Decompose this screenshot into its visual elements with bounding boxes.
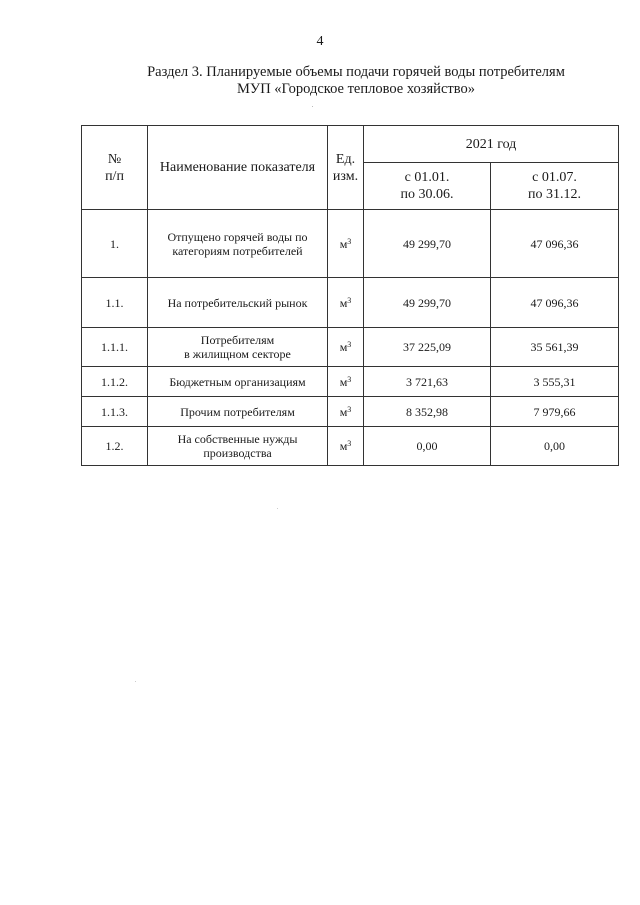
table-row [82, 210, 619, 278]
row-unit [328, 397, 364, 427]
row-unit [328, 278, 364, 328]
section-title [120, 64, 592, 98]
row-number: 1.1.1. [82, 328, 148, 367]
header-number-line-2: п/п [105, 168, 124, 184]
header-period-2 [491, 163, 619, 210]
header-name: Наименование показателя [148, 126, 328, 210]
page-number: 4 [316, 34, 324, 49]
row-value-period-1: 49 299,70 [364, 278, 491, 328]
header-unit-line-1: Ед. [335, 151, 356, 167]
row-value-period-2: 47 096,36 [491, 278, 619, 328]
row-value-period-1: 0,00 [364, 427, 491, 466]
indicator-name-line: в жилищном секторе [184, 347, 291, 361]
table-row [82, 328, 619, 367]
row-value-period-2: 7 979,66 [491, 397, 619, 427]
table-row [82, 427, 619, 466]
row-unit [328, 328, 364, 367]
unit-base: м [339, 439, 348, 453]
indicator-name-line: категориям потребителей [172, 243, 303, 258]
header-number-line-1: № [107, 151, 122, 167]
header-period-1 [364, 163, 491, 210]
row-indicator-name [148, 328, 328, 367]
scan-speck [312, 106, 313, 107]
row-value-period-2: 35 561,39 [491, 328, 619, 367]
period-1-line-1: с 01.01. [404, 170, 450, 185]
unit-base: м [339, 236, 348, 251]
unit-exponent: 3 [347, 404, 352, 414]
row-number: 1. [82, 210, 148, 278]
unit-base: м [339, 340, 348, 354]
header-unit-line-2: изм. [332, 168, 359, 184]
table-body [82, 210, 619, 466]
row-indicator-name [148, 367, 328, 397]
unit-exponent: 3 [347, 295, 352, 305]
header-year: 2021 год [364, 126, 619, 163]
unit-exponent: 3 [347, 236, 352, 246]
period-2-line-2: по 31.12. [528, 187, 581, 202]
row-value-period-2: 0,00 [491, 427, 619, 466]
section-title-line-1: Раздел 3. Планируемые объемы подачи горячей воды потребителям [147, 64, 565, 80]
unit-exponent: 3 [347, 439, 352, 448]
row-unit [328, 367, 364, 397]
row-indicator-name [148, 427, 328, 466]
indicator-name-line: Потребителям [200, 333, 275, 347]
indicator-name-line: Отпущено горячей воды по [167, 229, 308, 244]
row-value-period-2: 47 096,36 [491, 210, 619, 278]
supply-volume-table [81, 125, 619, 466]
period-1-line-2: по 30.06. [400, 187, 454, 202]
table-row [82, 367, 619, 397]
section-title-line-2: МУП «Городское тепловое хозяйство» [237, 81, 475, 97]
row-unit [328, 427, 364, 466]
unit-base: м [339, 404, 348, 419]
indicator-name-line: Прочим потребителям [180, 404, 295, 419]
table-row [82, 278, 619, 328]
indicator-name-line: На потребительский рынок [167, 295, 308, 310]
row-unit [328, 210, 364, 278]
row-value-period-1: 8 352,98 [364, 397, 491, 427]
indicator-name-line: Бюджетным организациям [169, 374, 306, 389]
header-number [82, 126, 148, 210]
unit-exponent: 3 [347, 374, 352, 384]
row-indicator-name [148, 210, 328, 278]
row-number: 1.1.2. [82, 367, 148, 397]
scan-speck [277, 508, 278, 509]
row-value-period-2: 3 555,31 [491, 367, 619, 397]
header-unit [328, 126, 364, 210]
unit-exponent: 3 [347, 340, 352, 349]
table-row [82, 397, 619, 427]
indicator-name-line: На собственные нужды [177, 432, 298, 446]
row-number: 1.1.3. [82, 397, 148, 427]
unit-base: м [339, 295, 348, 310]
indicator-name-line: производства [203, 446, 272, 460]
row-indicator-name [148, 397, 328, 427]
row-indicator-name [148, 278, 328, 328]
row-number: 1.2. [82, 427, 148, 466]
scan-speck [135, 681, 136, 682]
row-value-period-1: 37 225,09 [364, 328, 491, 367]
unit-base: м [339, 374, 348, 389]
period-2-line-1: с 01.07. [532, 170, 577, 185]
row-number: 1.1. [82, 278, 148, 328]
row-value-period-1: 3 721,63 [364, 367, 491, 397]
row-value-period-1: 49 299,70 [364, 210, 491, 278]
